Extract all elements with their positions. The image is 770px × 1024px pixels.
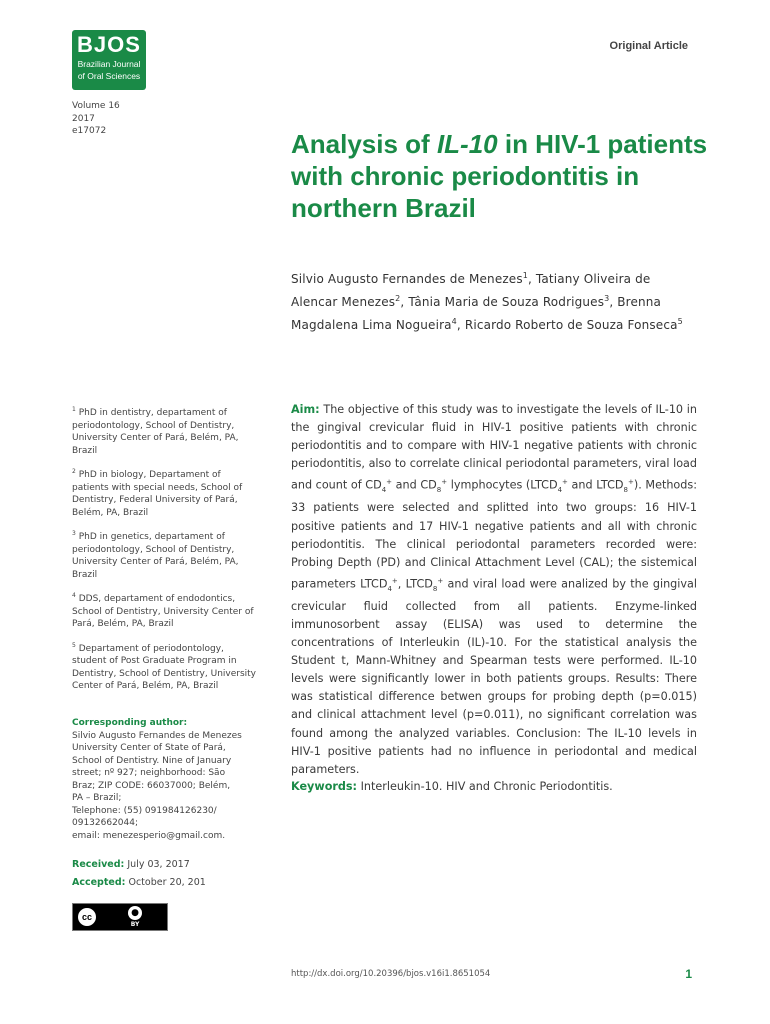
abstract-s1: The objective of this study was to investigate the levels of IL-10 in the gingival crevicular fluid in HIV-1 positive patients with chronic periodontitis and to compare with HIV-1 negative patients with chronic periodontitis, also to correlate clinical periodontal parameters, viral load and count of CD xyxy=(291,403,697,493)
accepted-value: October 20, 201 xyxy=(128,877,206,888)
sub-4: 4 xyxy=(387,584,392,593)
corresponding-label: Corresponding author: xyxy=(72,718,188,728)
year: 2017 xyxy=(72,113,95,124)
article-id: e17072 xyxy=(72,126,107,136)
corresponding-line: 09132662044; xyxy=(72,818,139,828)
corresponding-author xyxy=(72,717,267,842)
keywords-text: Interleukin-10. HIV and Chronic Periodontitis. xyxy=(360,780,613,793)
corresponding-line: School of Dentistry. Nine of January xyxy=(72,755,232,766)
author-name: Ricardo Roberto de Souza Fonseca xyxy=(464,318,678,332)
doi-link[interactable]: http://dx.doi.org/10.20396/bjos.v16i1.8651054 xyxy=(291,969,491,979)
volume-info xyxy=(72,100,120,138)
affiliation-num: 3 xyxy=(72,530,76,537)
corresponding-email[interactable]: email: menezesperio@gmail.com. xyxy=(72,830,226,841)
affiliation-text: Departament of periodontology, student of Post Graduate Program in Dentistry, School of Dentistry, University Center of Pará, Belém, PA, Brazil xyxy=(72,643,257,691)
corresponding-line: University Center of State of Pará, xyxy=(72,743,226,753)
title-part1: Analysis of xyxy=(291,129,437,159)
sub-4: 4 xyxy=(557,486,563,495)
affiliation-item xyxy=(72,466,260,519)
author-name: Brenna Magdalena Lima Nogueira xyxy=(291,295,662,332)
title-italic: IL-10 xyxy=(436,129,498,159)
abstract-s5: ). Methods: 33 patients were selected and splitted into two groups: 16 HIV-1 positive patients and 17 HIV-1 negative patients and all with chronic periodontitis. The clinical periodontal parameters recorded were: Probing Depth (PD) and Clinical Attachment Level (CAL); the sistemical parameters LTCD xyxy=(291,479,697,591)
received-date xyxy=(72,856,206,874)
accepted-label: Accepted: xyxy=(72,877,126,888)
author-sup: 5 xyxy=(677,317,683,326)
journal-logo xyxy=(72,30,146,90)
sub-8: 8 xyxy=(623,486,628,495)
keywords xyxy=(291,778,697,796)
abstract-s6: , LTCD xyxy=(397,577,433,591)
affiliation-num: 1 xyxy=(72,406,76,413)
corresponding-line: Telephone: (55) 091984126230/ xyxy=(72,805,217,816)
by-attribution xyxy=(128,906,142,928)
corresponding-line: Braz; ZIP CODE: 66037000; Belém, xyxy=(72,780,231,791)
affiliation-item xyxy=(72,528,260,581)
article-dates xyxy=(72,856,206,892)
sup-plus: + xyxy=(441,478,448,487)
affiliation-text: PhD in dentistry, departament of periodontology, School of Dentistry, University Center of Pará, Belém, PA, Brazil xyxy=(72,408,239,456)
abstract xyxy=(291,401,697,779)
sup-plus: + xyxy=(562,478,568,487)
affiliation-num: 4 xyxy=(72,592,76,599)
sub-8: 8 xyxy=(436,486,442,495)
sup-plus: + xyxy=(628,478,634,487)
page-number: 1 xyxy=(685,967,692,981)
affiliation-num: 2 xyxy=(72,468,76,475)
abstract-s2: and CD xyxy=(392,479,437,493)
affiliations xyxy=(72,404,260,702)
title-part2: in HIV-1 patients with chronic periodontitis in northern Brazil xyxy=(291,129,708,223)
author-name: Silvio Augusto Fernandes de Menezes xyxy=(291,272,523,286)
author-list xyxy=(291,266,691,335)
sup-plus: + xyxy=(437,576,444,585)
sup-plus: + xyxy=(386,478,393,487)
corresponding-line: street; nº 927; neighborhood: São xyxy=(72,768,226,778)
aim-label: Aim: xyxy=(291,403,320,416)
abstract-s7: and viral load were analized by the gingival crevicular fluid collected from all patients. Enzyme-linked immunosorbent assay (ELISA) was used to determine the concentrations of Interleukin (IL)-10. For the statistical analysis the Student t, Mann-Whitney and Spearman tests were performed. IL-10 levels were significantly lower in both patients groups. Results: There was statistical difference betwen groups for probing depth (p=0.015) and clinical attachment level (p=0.011), no significant correlation was found among the analyzed variables. Conclusion: The IL-10 levels in HIV-1 positive patients had no influence in periodontal and medical parameters. xyxy=(291,577,697,776)
author-sup: 2 xyxy=(395,294,401,303)
volume: Volume 16 xyxy=(72,101,120,111)
sub-8: 8 xyxy=(432,584,438,593)
corresponding-line: Silvio Augusto Fernandes de Menezes xyxy=(72,730,242,741)
author-sup: 4 xyxy=(451,317,457,326)
author-sep: , xyxy=(527,272,536,286)
author-sep: , xyxy=(609,295,618,309)
author-sep: , xyxy=(400,295,409,309)
affiliation-text: PhD in biology, Departament of patients with special needs, School of Dentistry, Federal University of Pará, Belém, PA, Brazil xyxy=(72,470,243,518)
affiliation-item xyxy=(72,590,260,631)
logo-line1: Brazilian Journal xyxy=(77,59,141,69)
by-label: BY xyxy=(130,921,140,928)
corresponding-line: PA – Brazil; xyxy=(72,793,122,803)
author-sup: 1 xyxy=(522,271,528,280)
article-title xyxy=(291,128,711,224)
affiliation-num: 5 xyxy=(72,641,76,649)
logo-abbr: BJOS xyxy=(77,32,141,57)
logo-line2: of Oral Sciences xyxy=(77,71,141,81)
author-sep: , xyxy=(456,318,465,332)
author-sup: 3 xyxy=(604,294,610,303)
received-label: Received: xyxy=(72,859,125,870)
cc-license-badge[interactable] xyxy=(72,903,168,931)
sub-4: 4 xyxy=(381,486,387,495)
person-icon: ● xyxy=(128,906,142,920)
abstract-s3: lymphocytes (LTCD xyxy=(447,479,558,493)
cc-icon: cc xyxy=(76,906,98,928)
keywords-label: Keywords: xyxy=(291,780,358,793)
affiliation-text: PhD in genetics, departament of periodontology, School of Dentistry, University Center of Pará, Belém, PA, Brazil xyxy=(72,532,239,580)
received-value: July 03, 2017 xyxy=(127,859,190,870)
accepted-date xyxy=(72,874,206,892)
sup-plus: + xyxy=(391,576,398,585)
article-type: Original Article xyxy=(609,40,688,52)
affiliation-item xyxy=(72,640,260,693)
author-name: Tatiany Oliveira de Alencar Menezes xyxy=(291,272,651,309)
affiliation-text: DDS, departament of endodontics, School of Dentistry, University Center of Pará, Belém, PA, Brazil xyxy=(72,594,254,629)
affiliation-item xyxy=(72,404,260,457)
author-name: Tânia Maria de Souza Rodrigues xyxy=(408,295,605,309)
abstract-s4: and LTCD xyxy=(567,479,624,493)
